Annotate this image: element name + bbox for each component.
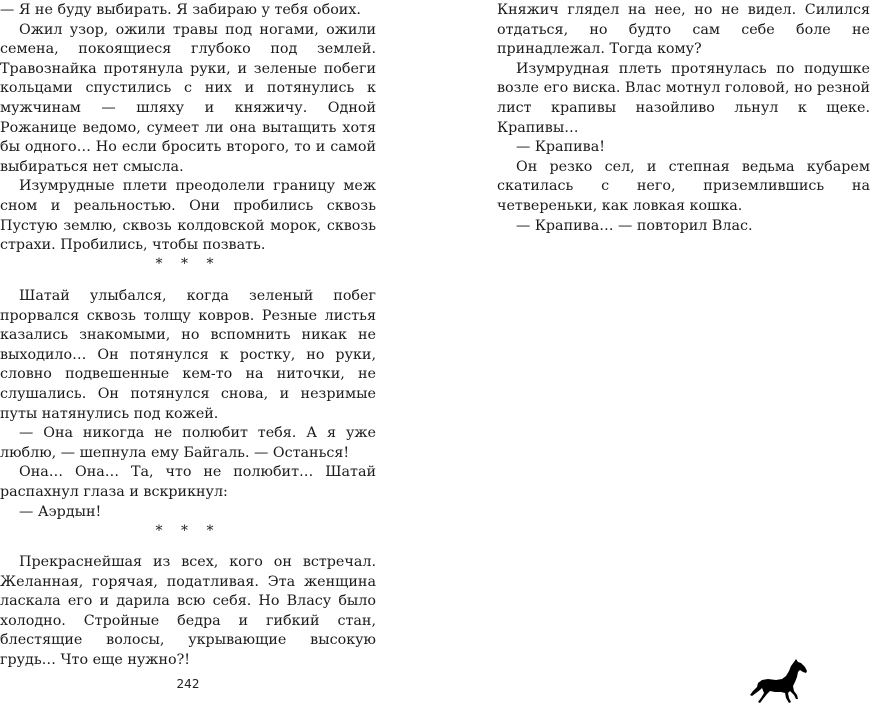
paragraph: — Она никогда не полюбит тебя. А я уже люблю, — шепнула ему Байгаль. — Останься! [0, 425, 376, 461]
paragraph: Прекраснейшая из всех, кого он встречал. Желанная, горячая, податливая. Эта женщина ласкала его и дарила всю себя. Но Власу было холодно. Стройные бедра и гибкий стан, блестящие волосы, укрывающие высокую грудь… Что еще нужно?! [0, 554, 376, 668]
page-number: 242 [176, 677, 200, 691]
paragraph: Ожил узор, ожили травы под ногами, ожили семена, покоящиеся глубоко под землей. Травознайка протянула руки, и зеленые побеги кольцами спустились с них и потянулись к мужчинам — шляху и княжичу. Одной Рожанице ведомо, сумеет ли она вытащить хотя бы одного… Но если бросить второго, то и самой выбираться нет смысла. [0, 21, 376, 175]
paragraph: — Аэрдын! [19, 503, 102, 520]
paragraph: Он резко сел, и степная ведьма кубарем скатилась с него, приземлившись на четвереньки, как ловкая кошка. [497, 158, 870, 214]
paragraph: Шатай улыбался, когда зеленый побег прорвался сквозь толщу ковров. Резные листья казались знакомыми, но вспомнить никак не выходило… Он потянулся к ростку, но руки, словно подвешенные кем-то на ниточки, не слушались. Он потянулся снова, и незримые путы натянулись под кожей. [0, 288, 376, 422]
left-text-block-3 [0, 553, 376, 671]
paragraph: — Крапива… — повторил Влас. [516, 217, 753, 234]
paragraph: Она… Она… Та, что не полюбит… Шатай распахнул глаза и вскрикнул: [0, 464, 376, 500]
section-separator: * * * [155, 256, 221, 272]
section-separator: * * * [155, 523, 221, 539]
left-text-block-1 [0, 1, 376, 256]
left-text-block-2 [0, 287, 376, 522]
right-text-block-1 [497, 1, 870, 236]
right-page [497, 0, 870, 711]
paragraph: Изумрудная плеть протянулась по подушке возле его виска. Влас мотнул головой, но резной лист крапивы назойливо льнул к щеке. Крапивы… [497, 60, 870, 136]
left-page [0, 0, 376, 711]
paragraph: Княжич глядел на нее, но не видел. Силился отдаться, но будто сам себе боле не принадлежал. Тогда кому? [497, 2, 870, 58]
horse-silhouette-icon [748, 658, 810, 706]
paragraph: — Крапива! [516, 139, 605, 156]
paragraph: — Я не буду выбирать. Я забираю у тебя обоих. [0, 2, 361, 18]
paragraph: Изумрудные плети преодолели границу меж сном и реальностью. Они пробились сквозь Пустую землю, сквозь колдовской морок, сквозь страхи. Пробились, чтобы позвать. [0, 178, 376, 254]
